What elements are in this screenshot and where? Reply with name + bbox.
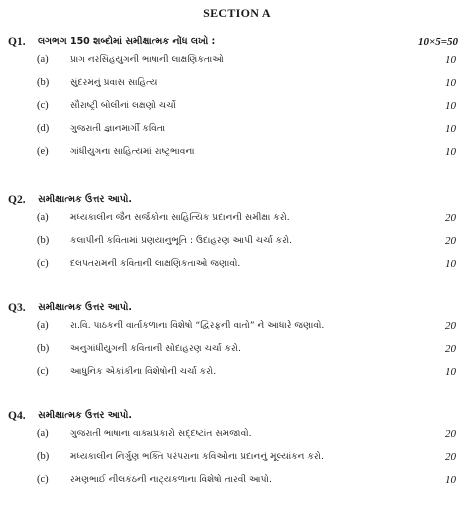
- sub-question-marks: 10: [445, 146, 456, 158]
- sub-question-text: દલપતરામની કવિતાની લાક્ષણિકતાઓ જણાવો.: [70, 258, 241, 269]
- sub-question-text: આધુનિક એકાંકીના વિશેષોની ચર્ચા કરો.: [70, 366, 217, 377]
- question-number: Q1.: [8, 36, 26, 48]
- sub-question-text: મધ્યકાલીન નિર્ગુણ ભક્તિ પરંપરાના કવિઓના પ્રદાનનું મૂલ્યાંકન કરો.: [70, 451, 324, 462]
- sub-question-label: (c): [37, 474, 49, 485]
- sub-question: [0, 428, 474, 451]
- question-2: [0, 194, 474, 281]
- question-prompt: લગભગ 150 શબ્દોમાં સમીક્ષાત્મક નોંધ લખો :: [38, 36, 216, 47]
- sub-question-marks: 10: [445, 258, 456, 270]
- sub-question-marks: 20: [445, 235, 456, 247]
- sub-question-label: (b): [37, 343, 50, 354]
- sub-question-label: (b): [37, 451, 50, 462]
- sub-question-marks: 10: [445, 123, 456, 135]
- sub-question-label: (c): [37, 258, 49, 269]
- section-title: SECTION A: [203, 6, 271, 20]
- sub-question: [0, 146, 474, 169]
- question-number: Q3.: [8, 302, 26, 314]
- question-prompt: સમીક્ષાત્મક ઉત્તર આપો.: [38, 410, 132, 421]
- question-prompt: સમીક્ષાત્મક ઉત્તર આપો.: [38, 302, 132, 313]
- sub-question-label: (a): [37, 428, 49, 439]
- question-3: [0, 302, 474, 389]
- sub-question-marks: 20: [445, 212, 456, 224]
- sub-question-label: (a): [37, 54, 49, 65]
- sub-question-marks: 10: [445, 366, 456, 378]
- question-4: [0, 410, 474, 497]
- sub-question-marks: 10: [445, 54, 456, 66]
- sub-question-label: (e): [37, 146, 49, 157]
- sub-question-marks: 20: [445, 343, 456, 355]
- question-header: [0, 36, 474, 54]
- sub-question-label: (b): [37, 235, 50, 246]
- sub-question-label: (a): [37, 212, 49, 223]
- sub-question-text: સુંદરમનું પ્રવાસ સાહિત્ય: [70, 77, 158, 88]
- sub-question: [0, 366, 474, 389]
- sub-question: [0, 343, 474, 366]
- question-1: [0, 36, 474, 169]
- sub-question-text: ગુજરાતી ભાષાના વાક્યપ્રકારો સદ્દષ્ટાંત સમજાવો.: [70, 428, 252, 439]
- sub-question-label: (d): [37, 123, 50, 134]
- sub-question-marks: 10: [445, 474, 456, 486]
- sub-question: [0, 212, 474, 235]
- sub-question-marks: 10: [445, 100, 456, 112]
- sub-question-text: રા.વિ. પાઠકની વાર્તાકળાના વિશેષો “દ્વિરફની વાતો” ને આધારે જણાવો.: [70, 320, 325, 331]
- sub-question-text: ગાંધીયુગના સાહિત્યમાં રાષ્ટ્રભાવના: [70, 146, 195, 157]
- sub-question: [0, 258, 474, 281]
- question-number: Q4.: [8, 410, 26, 422]
- sub-question: [0, 100, 474, 123]
- sub-question: [0, 77, 474, 100]
- question-header: [0, 194, 474, 212]
- sub-question: [0, 320, 474, 343]
- sub-question-label: (c): [37, 100, 49, 111]
- sub-question-text: ગુજરાતી જ્ઞાનમાર્ગી કવિતા: [70, 123, 166, 134]
- question-header: [0, 410, 474, 428]
- sub-question-text: રમણભાઈ નીલકંઠની નાટ્યકળાના વિશેષો તારવી આપો.: [70, 474, 272, 485]
- sub-question-label: (c): [37, 366, 49, 377]
- sub-question-marks: 20: [445, 320, 456, 332]
- sub-question: [0, 451, 474, 474]
- sub-question: [0, 235, 474, 258]
- question-prompt: સમીક્ષાત્મક ઉત્તર આપો.: [38, 194, 132, 205]
- sub-question: [0, 54, 474, 77]
- sub-question-marks: 20: [445, 428, 456, 440]
- sub-question-label: (b): [37, 77, 50, 88]
- sub-question-marks: 10: [445, 77, 456, 89]
- question-total-marks: 10×5=50: [417, 36, 458, 48]
- sub-question-text: પ્રાગ નરસિંહયુગની ભાષાની લાક્ષણિકતાઓ: [70, 54, 224, 65]
- sub-question: [0, 123, 474, 146]
- sub-question-label: (a): [37, 320, 49, 331]
- sub-question: [0, 474, 474, 497]
- question-number: Q2.: [8, 194, 26, 206]
- sub-question-text: મધ્યકાલીન જૈન સર્જકોના સાહિત્યિક પ્રદાનની સમીક્ષા કરો.: [70, 212, 290, 223]
- sub-question-marks: 20: [445, 451, 456, 463]
- sub-question-text: અનુગાંધીયુગની કવિતાની સોદાહરણ ચર્ચા કરો.: [70, 343, 241, 354]
- sub-question-text: કલાપીની કવિતામાં પ્રણયાનુભૂતિ : ઉદાહરણ આપી ચર્ચા કરો.: [70, 235, 293, 246]
- sub-question-text: સૌરાષ્ટ્રી બોલીનાં લક્ષણો ચર્ચો: [70, 100, 176, 111]
- question-header: [0, 302, 474, 320]
